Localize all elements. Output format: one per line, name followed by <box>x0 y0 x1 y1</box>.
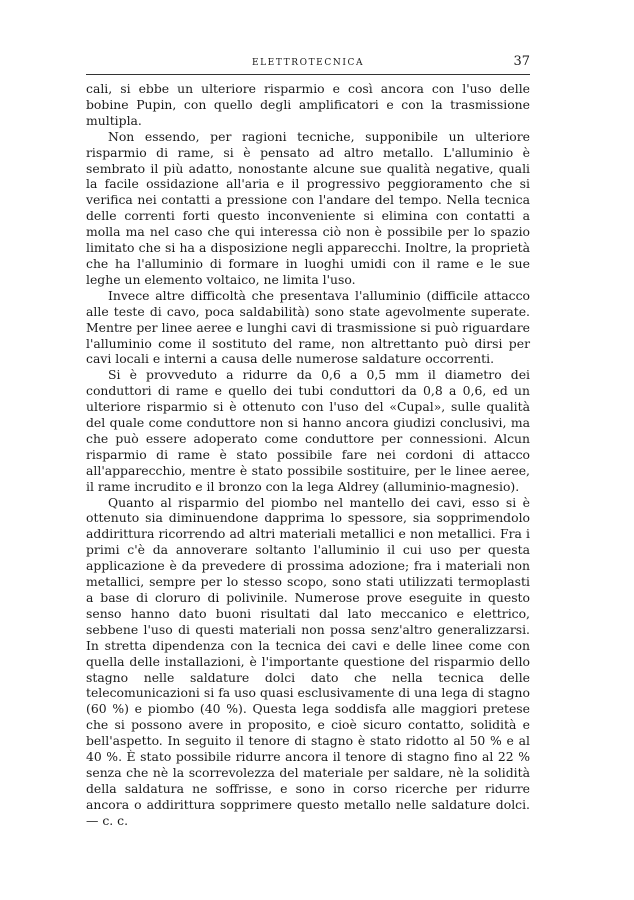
running-head-title: ELETTROTECNICA <box>251 58 365 68</box>
paragraph-1: cali, si ebbe un ulteriore risparmio e così ancora con l'uso delle bobine Pupin, con quello degli amplificatori e con la trasmissione multipla. <box>86 81 530 128</box>
paragraph-3: Invece altre difficoltà che presentava l'alluminio (difficile attacco alle teste di cavo, poca saldabilità) sono state agevolmente superate. Mentre per linee aeree e lunghi cavi di trasmissione si può riguardare l'alluminio come il sostituto del rame, non altrettanto può dirsi per cavi locali e interni a causa delle numerose saldature occorrenti. <box>86 287 530 367</box>
paragraph-5: Quanto al risparmio del piombo nel mantello dei cavi, esso si è ottenuto sia diminuendone dapprima lo spessore, sia sopprimendolo addirittura ricorrendo ad altri materiali metallici e non metallici. Fra i primi c'è da annoverare soltanto l'alluminio il cui uso per questa applicazione è da prevedere di prossima adozione; fra i materiali non metallici, sempre per lo stesso scopo, sono stati utilizzati termoplasti a base di cloruro di polivinile. Numerose prove eseguite in questo senso hanno dato buoni risultati dal lato meccanico e elettrico, sebbene l'uso di questi materiali non possa senz'altro generalizzarsi. In stretta dipendenza con la tecnica dei cavi e delle linee come con quella delle installazioni, è l'importante questione del risparmio dello stagno nelle saldature dolci dato che nella tecnica delle telecomunicazioni si fa uso quasi esclusivamente di una lega di stagno (60 %) e piombo (40 %). Questa lega soddisfa alle maggiori pretese che si possono avere in proposito, e cioè sicuro contatto, solidità e bell'aspetto. In seguito il tenore di stagno è stato ridotto al 50 % e al 40 %. È stato possibile ridurre ancora il tenore di stagno fino al 22 % senza che nè la scorrevolezza del materiale per saldare, nè la solidità della saldatura ne soffrisse, e sono in corso ricerche per ridurre ancora o addirittura sopprimere questo metallo nelle saldature dolci. — c. c. <box>86 494 530 828</box>
document-page <box>86 54 530 829</box>
paragraph-4: Si è provveduto a ridurre da 0,6 a 0,5 mm il diametro dei conduttori di rame e quello dei tubi conduttori da 0,8 a 0,6, ed un ulteriore risparmio si è ottenuto con l'uso del «Cupal», sulle qualità del quale come conduttore non si hanno ancora giudizi conclusivi, ma che può essere adoperato come conduttore per connessioni. Alcun risparmio di rame è stato possibile fare nei cordoni di attacco all'apparecchio, mentre è stato possibile sostituire, per le linee aeree, il rame incrudito e il bronzo con la lega Aldrey (alluminio-magnesio). <box>86 367 530 494</box>
page-header <box>86 54 530 75</box>
page-number: 37 <box>513 54 530 69</box>
paragraph-2: Non essendo, per ragioni tecniche, supponibile un ulteriore risparmio di rame, si è pensato ad altro metallo. L'alluminio è sembrato il più adatto, nonostante alcune sue qualità negative, quali la facile ossidazione all'aria e il progressivo peggioramento che si verifica nei contatti a pressione con l'andare del tempo. Nella tecnica delle correnti forti questo inconveniente si elimina con contatti a molla ma nel caso che qui interessa ciò non è possibile per lo spazio limitato che si ha a disposizione negli apparecchi. Inoltre, la proprietà che ha l'alluminio di formare in luoghi umidi con il rame e le sue leghe un elemento voltaico, ne limita l'uso. <box>86 128 530 287</box>
article-body <box>86 81 530 829</box>
